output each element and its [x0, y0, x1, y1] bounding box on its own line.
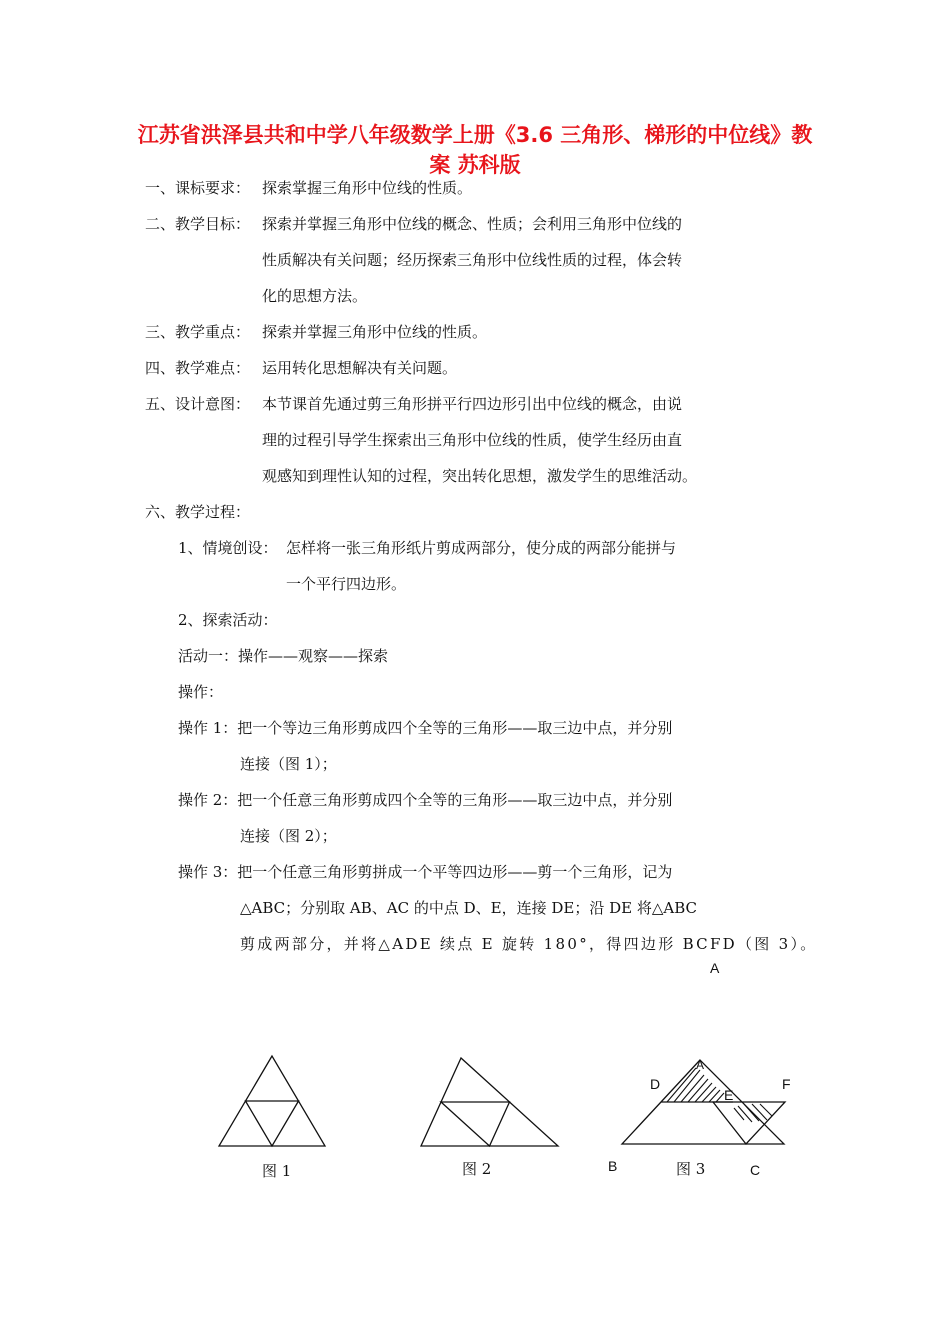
- item-2-heading: 2、探索活动：: [178, 611, 278, 629]
- section-2-heading: 二、教学目标：: [145, 215, 251, 233]
- section-5-heading: 五、设计意图：: [145, 395, 251, 413]
- fig3-label-c: C: [750, 1162, 761, 1178]
- fig3-label-d: D: [650, 1076, 661, 1092]
- figure-1-diagram: [212, 1048, 332, 1153]
- section-1-text: 探索掌握三角形中位线的性质。: [262, 179, 473, 197]
- item-1-heading: 1、情境创设：: [178, 539, 278, 557]
- section-6-heading: 六、教学过程：: [145, 503, 251, 521]
- section-4-heading: 四、教学难点：: [145, 359, 251, 377]
- figure-2-caption: 图 2: [462, 1160, 492, 1178]
- section-5-text-line: 本节课首先通过剪三角形拼平行四边形引出中位线的概念，由说: [262, 395, 683, 413]
- fig3-label-f: F: [782, 1076, 791, 1092]
- fig3-label-a-top: A: [710, 960, 720, 976]
- fig3-hatching: [667, 1068, 772, 1122]
- section-5-text-line: 观感知到理性认知的过程，突出转化思想，激发学生的思维活动。: [262, 467, 698, 485]
- operation-3-line: △ABC；分别取 AB、AC 的中点 D、E，连接 DE；沿 DE 将△ABC: [240, 899, 697, 917]
- figure-3-caption: 图 3: [676, 1160, 706, 1178]
- fig3-label-e: E: [724, 1087, 734, 1103]
- figure-3-diagram: [612, 1048, 802, 1158]
- section-5-text-line: 理的过程引导学生探索出三角形中位线的性质，使学生经历由直: [262, 431, 683, 449]
- operation-2-line: 操作 2：把一个任意三角形剪成四个全等的三角形——取三边中点，并分别: [178, 791, 673, 809]
- operate-heading: 操作：: [178, 683, 224, 701]
- operation-3-line: 剪成两部分，并将△ADE 续点 E 旋转 180°，得四边形 BCFD（图 3）。: [240, 935, 818, 953]
- activity-1-heading: 活动一：操作——观察——探索: [178, 647, 389, 665]
- operation-1-line: 操作 1：把一个等边三角形剪成四个全等的三角形——取三边中点，并分别: [178, 719, 673, 737]
- section-3-text: 探索并掌握三角形中位线的性质。: [262, 323, 488, 341]
- section-1-heading: 一、课标要求：: [145, 179, 251, 197]
- section-4-text: 运用转化思想解决有关问题。: [262, 359, 458, 377]
- section-3-heading: 三、教学重点：: [145, 323, 251, 341]
- figure-1-caption: 图 1: [262, 1162, 292, 1180]
- figure-2-diagram: [415, 1048, 565, 1153]
- operation-2-line: 连接（图 2）；: [240, 827, 337, 845]
- fig3-label-b: B: [608, 1158, 618, 1174]
- operation-1-line: 连接（图 1）；: [240, 755, 337, 773]
- section-2-text-line: 性质解决有关问题；经历探索三角形中位线性质的过程，体会转: [262, 251, 683, 269]
- operation-3-line: 操作 3：把一个任意三角形剪拼成一个平等四边形——剪一个三角形，记为: [178, 863, 673, 881]
- section-2-text-line: 探索并掌握三角形中位线的概念、性质；会利用三角形中位线的: [262, 215, 683, 233]
- section-2-text-line: 化的思想方法。: [262, 287, 368, 305]
- fig2-midline-triangle: [441, 1102, 510, 1146]
- fig1-midline-triangle: [246, 1101, 299, 1146]
- page-title: 江苏省洪泽县共和中学八年级数学上册《3.6 三角形、梯形的中位线》教案 苏科版: [137, 123, 813, 177]
- item-1-text-line: 怎样将一张三角形纸片剪成两部分，使分成的两部分能拼与: [286, 539, 677, 557]
- fig3-label-a: A: [696, 1058, 705, 1072]
- item-1-text-line: 一个平行四边形。: [286, 575, 407, 593]
